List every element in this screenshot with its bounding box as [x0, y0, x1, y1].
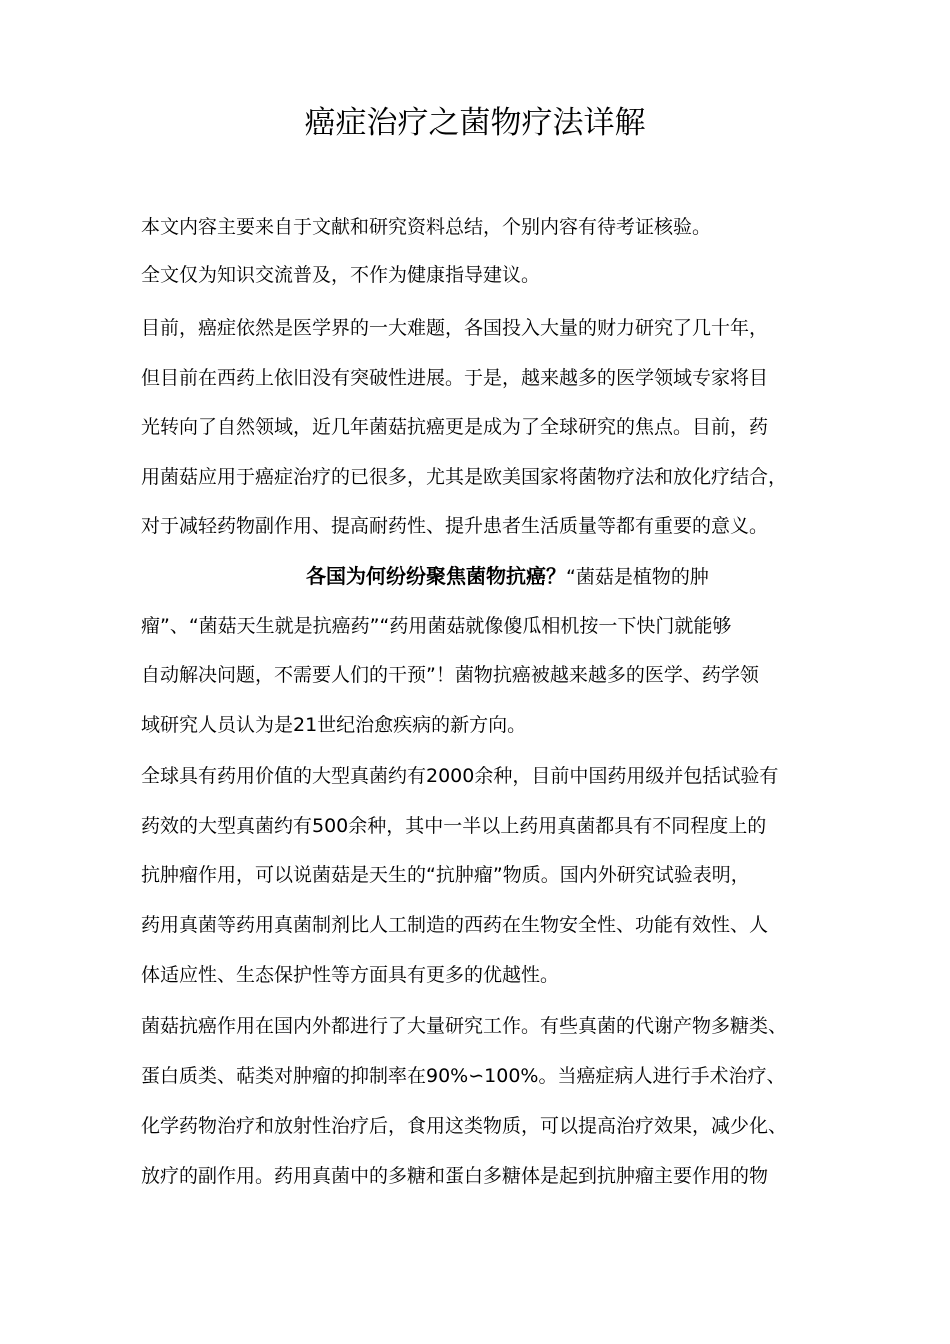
paragraph-line: 全球具有药用价值的大型真菌约有2000余种，目前中国药用级并包括试验有 — [141, 765, 779, 787]
paragraph-line: 域研究人员认为是21世纪治愈疾病的新方向。 — [141, 714, 527, 736]
document-title: 癌症治疗之菌物疗法详解 — [304, 105, 646, 141]
paragraph-line: 瘤”、“菌菇天生就是抗癌药”“药用菌菇就像傻瓜相机按一下快门就能够 — [141, 615, 732, 637]
paragraph-line: 蛋白质类、萜类对肿瘤的抑制率在90%∽100%。当癌症病人进行手术治疗、 — [141, 1065, 786, 1087]
paragraph-line: 抗肿瘤作用，可以说菌菇是天生的“抗肿瘤”物质。国内外研究试验表明， — [141, 864, 750, 886]
paragraph-line: 目前，癌症依然是医学界的一大难题，各国投入大量的财力研究了几十年， — [141, 317, 769, 339]
section-heading-line — [306, 561, 709, 592]
paragraph-line: 药效的大型真菌约有500余种，其中一半以上药用真菌都具有不同程度上的 — [141, 815, 767, 837]
paragraph-line: 光转向了自然领域，近几年菌菇抗癌更是成为了全球研究的焦点。目前，药 — [141, 416, 769, 438]
paragraph-line: 放疗的副作用。药用真菌中的多糖和蛋白多糖体是起到抗肿瘤主要作用的物 — [141, 1165, 769, 1187]
paragraph-line: 化学药物治疗和放射性治疗后，食用这类物质，可以提高治疗效果，减少化、 — [141, 1115, 788, 1137]
paragraph-line: 对于减轻药物副作用、提高耐药性、提升患者生活质量等都有重要的意义。 — [141, 515, 769, 537]
paragraph-line: 但目前在西药上依旧没有突破性进展。于是，越来越多的医学领域专家将目 — [141, 367, 769, 389]
paragraph-line: 菌菇抗癌作用在国内外都进行了大量研究工作。有些真菌的代谢产物多糖类、 — [141, 1015, 788, 1037]
section-heading-tail: “菌菇是植物的肿 — [566, 566, 709, 588]
paragraph-line: 用菌菇应用于癌症治疗的已很多，尤其是欧美国家将菌物疗法和放化疗结合， — [141, 466, 788, 488]
section-heading: 各国为何纷纷聚焦菌物抗癌？ — [306, 564, 566, 588]
intro-line: 全文仅为知识交流普及，不作为健康指导建议。 — [141, 264, 541, 286]
paragraph-line: 体适应性、生态保护性等方面具有更多的优越性。 — [141, 964, 560, 986]
paragraph-line: 自动解决问题，不需要人们的干预”！菌物抗癌被越来越多的医学、药学领 — [141, 664, 759, 686]
intro-line: 本文内容主要来自于文献和研究资料总结，个别内容有待考证核验。 — [141, 216, 712, 238]
paragraph-line: 药用真菌等药用真菌制剂比人工制造的西药在生物安全性、功能有效性、人 — [141, 914, 769, 936]
